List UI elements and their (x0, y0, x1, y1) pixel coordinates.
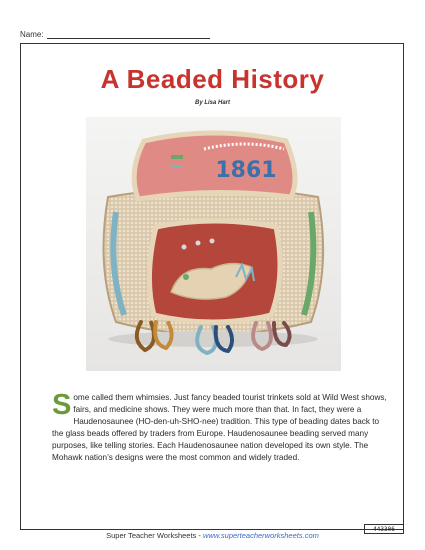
beaded-purse-photo (86, 117, 341, 371)
footer-separator: - (196, 531, 203, 540)
article-title: A Beaded History (100, 64, 325, 94)
name-field-row (20, 30, 210, 39)
article-byline: By Lisa Hart (194, 100, 230, 106)
footer (0, 531, 425, 540)
name-label: Name: (20, 30, 44, 39)
beadwork-text: 1861 (215, 158, 277, 183)
drop-cap: S (52, 389, 72, 421)
footer-url-link[interactable]: www.superteacherworksheets.com (202, 531, 319, 540)
article-body (52, 389, 392, 464)
name-blank-line[interactable] (47, 30, 210, 39)
footer-site-name: Super Teacher Worksheets (106, 531, 197, 540)
worksheet-code: 443306 (364, 524, 404, 534)
article-paragraph: ome called them whimsies. Just fancy beaded tourist trinkets sold at Wild West shows, fairs, and medicine shows. They were much more than that. In fact, they were a Haudenosaunee (HO-den-uh-SHO-nee) tradition. This type of beading dates back to the glass beads offered by traders from Europe. Haudenosaunee beading served many purposes, like telling stories. Each Haudenosaunee nation developed its own style. The Mohawk nation’s designs were the most common and widely traded. (52, 393, 387, 462)
